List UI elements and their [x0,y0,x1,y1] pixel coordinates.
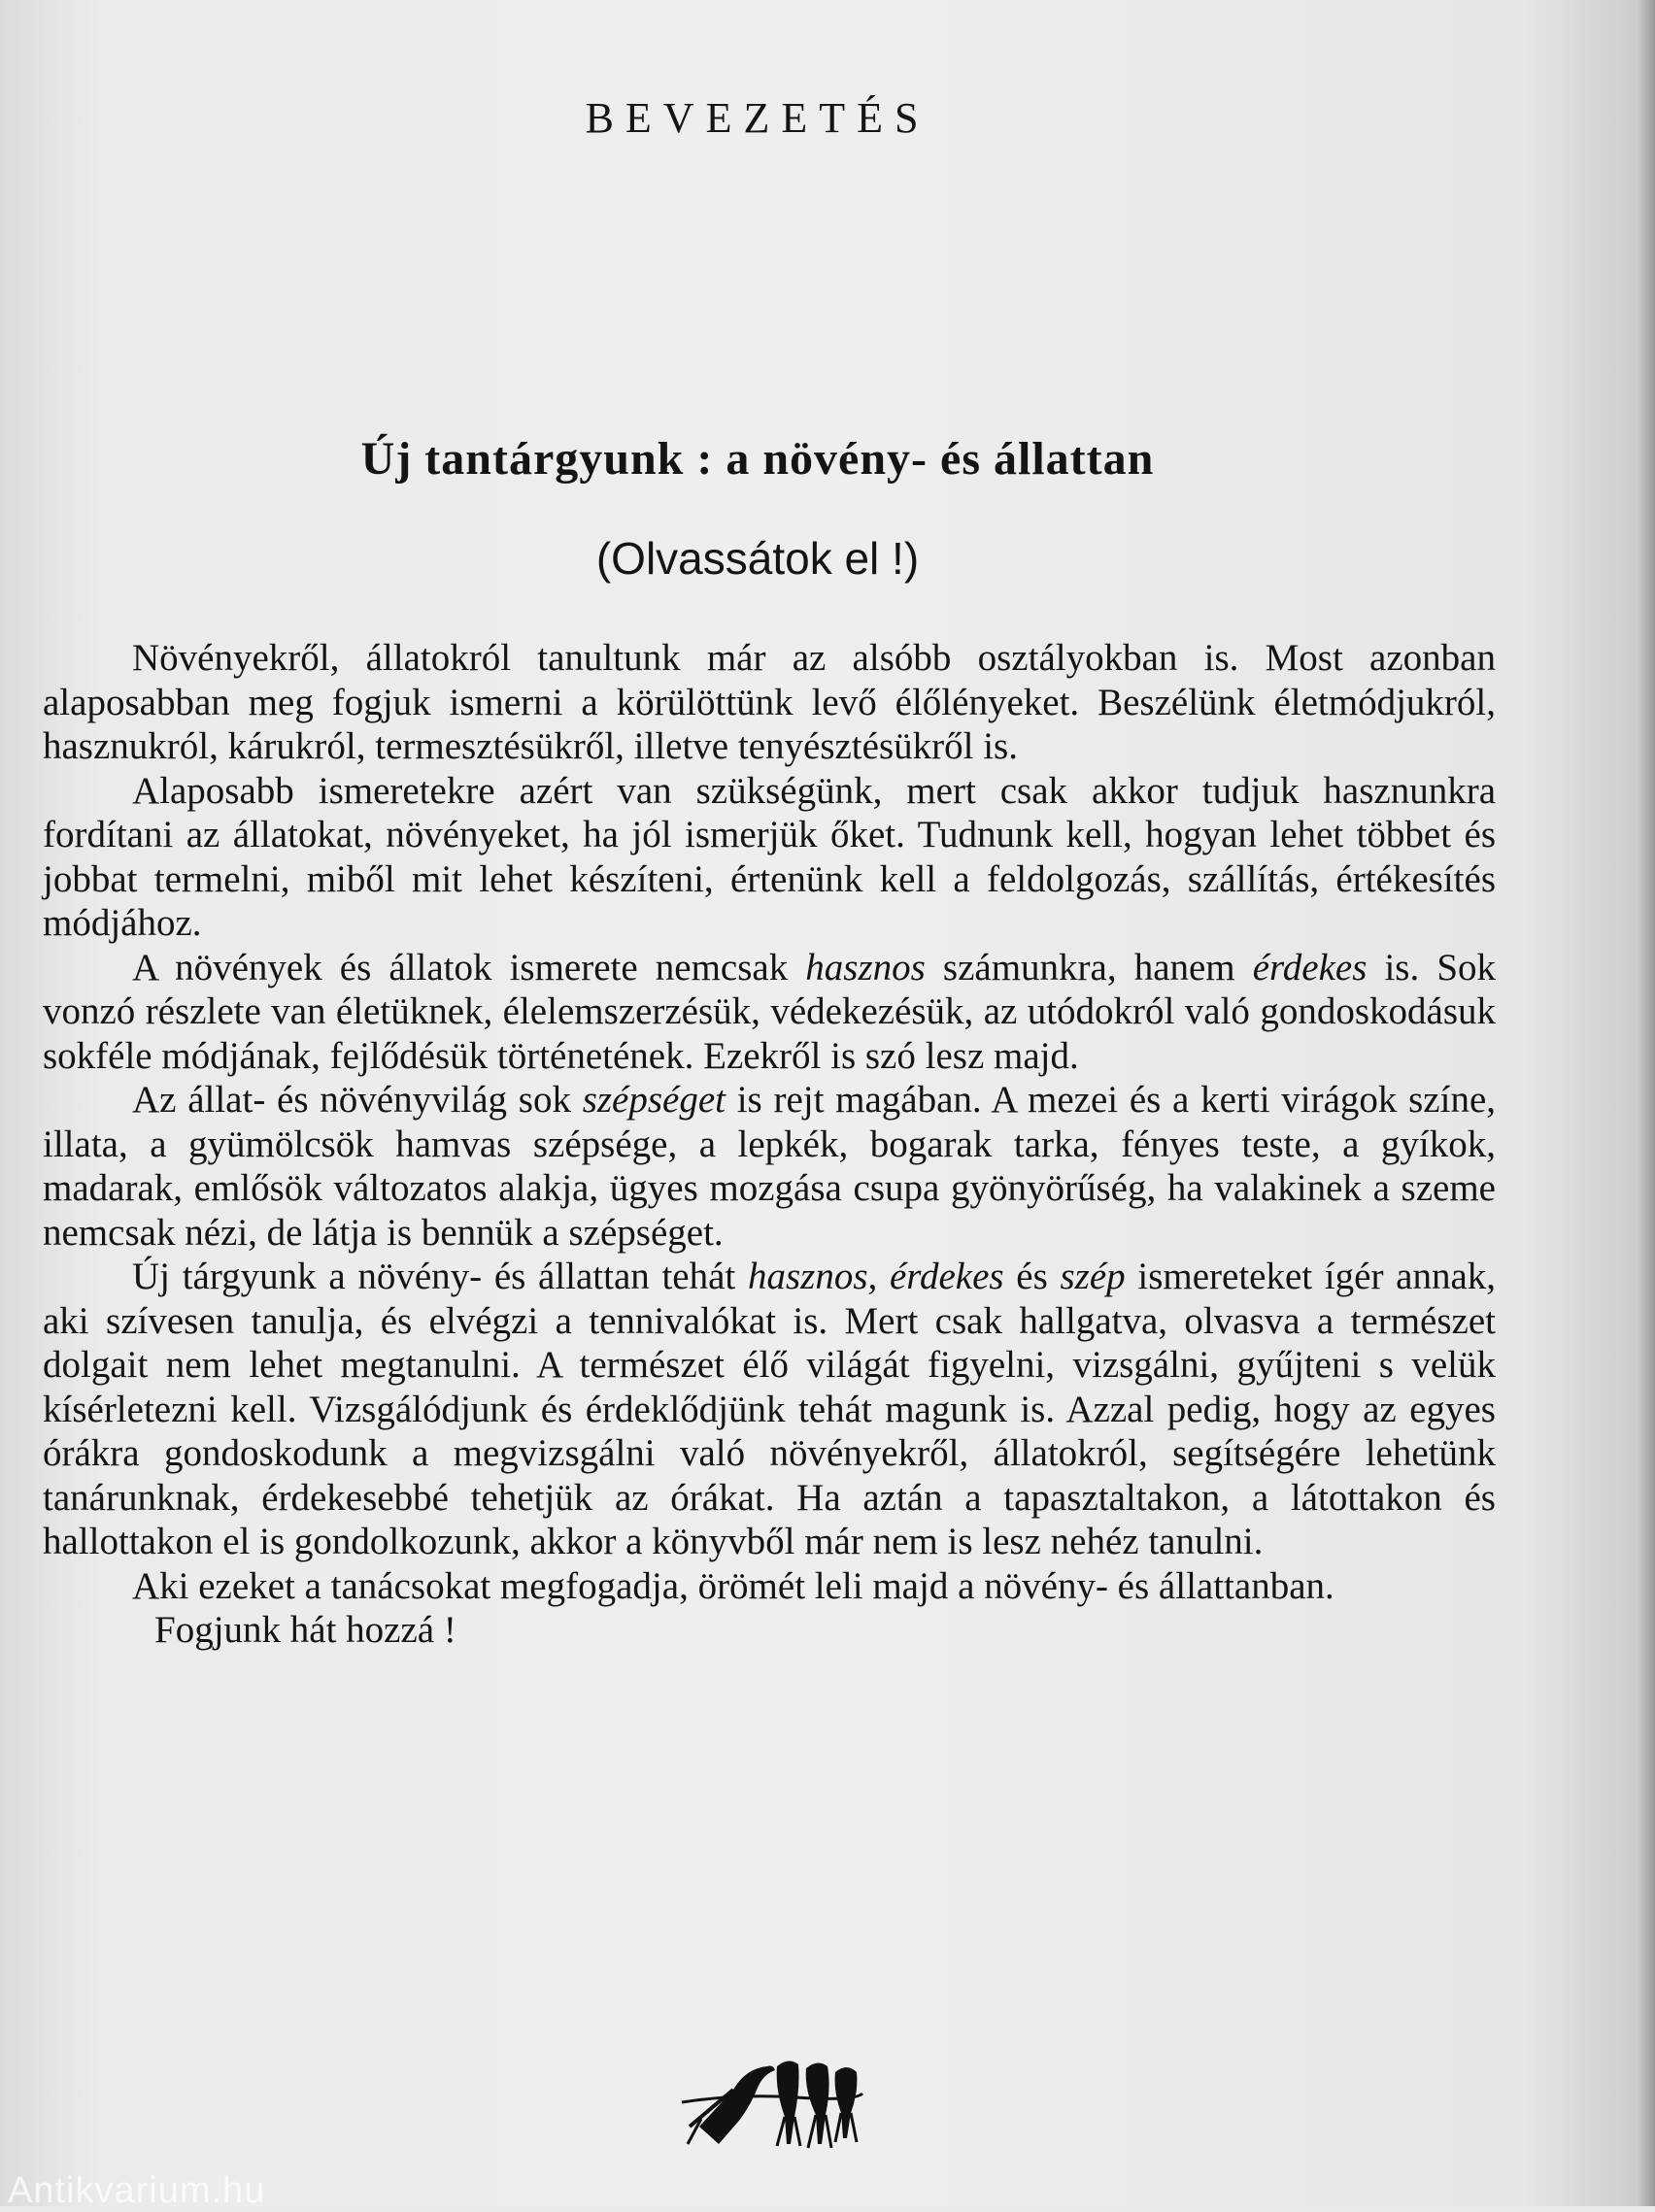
watermark: Antikvarium.hu [8,2170,266,2211]
paragraph-text: Fogjunk hát hozzá ! [154,1609,456,1651]
chapter-subtitle: (Olvassátok el !) [595,533,920,584]
paragraph [43,1078,1496,1255]
section-header: BEVEZETÉS [585,94,930,142]
paragraph [43,769,1496,946]
emphasized-text: hasznos, érdekes [747,1256,1004,1297]
paragraph-text: is. Sok vonzó részlete van életüknek, élelemszerzésük, védekezésük, az utódokról való gondoskodásuk sokféle módjának, fejlődésük történetének. Ezekről is szó lesz majd. [43,946,1497,1077]
paragraph-text: Aki ezeket a tanácsokat megfogadja, örömét leli majd a növény- és állattanban. [132,1564,1334,1607]
emphasized-text: szép [1060,1256,1126,1297]
paragraph-text: ismereteket ígér annak, aki szívesen tanulja, és elvégzi a tennivalókat is. Mert csak hallgatva, olvasva a természet dolgait nem lehet megtanulni. A természet élő világát figyelni, vizsgálni, gyűjteni s velük kísérletezni kell. Vizsgálódjunk és érdeklődjünk tehát magunk is. Azzal pedig, hogy az egyes órákra gondoskodunk a megvizsgálni való növényekről, állatokról, segítségére lehetünk tanárunknak, érdekesebbé tehetjük az órákat. Ha aztán a tapasztaltakon, a látottakon és hallottakon el is gondolkozunk, akkor a könyvből már nem is lesz nehéz tanulni. [43,1256,1497,1562]
paragraph-text: Új tárgyunk a növény- és állattan tehát [132,1256,748,1297]
paragraph [43,1255,1496,1564]
paragraph [43,1564,1496,1609]
page-edge-shadow [1638,0,1655,2206]
paragraph [43,946,1496,1079]
paragraph-text: Növényekről, állatokról tanultunk már az alsóbb osztályokban is. Most azonban alaposabban meg fogjuk ismerni a körülöttünk levő élőlényeket. Beszélünk életmódjukról, hasznukról, kárukról, termesztésükről, illetve tenyésztésükről is. [43,637,1496,767]
paragraph-text: és [1003,1256,1061,1297]
body-text [43,636,1496,1653]
emphasized-text: érdekes [1252,946,1368,989]
paragraph-text: Alaposabb ismeretekre azért van szükségünk, mert csak akkor tudjuk hasznunkra fordítani az állatokat, növényeket, ha jól ismerjük őket. Tudnunk kell, hogyan lehet többet és jobbat termelni, miből mit lehet készíteni, értenünk kell a feldolgozás, szállítás, értékesítés módjához. [43,769,1496,944]
emphasized-text: szépséget [582,1079,726,1121]
paragraph-text: számunkra, hanem [925,946,1253,989]
paragraph [43,636,1496,769]
paragraph-text: is rejt magában. A mezei és a kerti virágok színe, illata, a gyümölcsök hamvas szépsége, a lepkék, bogarak tarka, fényes teste, a gyíkok, madarak, emlősök változatos alakja, ügyes mozgása csupa gyönyörűség, ha valakinek a szeme nemcsak nézi, de látja is bennük a szépséget. [43,1079,1497,1254]
closing-line [43,1608,1496,1653]
paragraph-text: Az állat- és növényvilág sok [132,1079,583,1121]
swallows-on-wire-icon [680,2029,864,2156]
paragraph-text: A növények és állatok ismerete nemcsak [132,946,806,989]
chapter-title: Új tantárgyunk : a növény- és állattan [360,433,1155,485]
emphasized-text: hasznos [805,946,926,989]
